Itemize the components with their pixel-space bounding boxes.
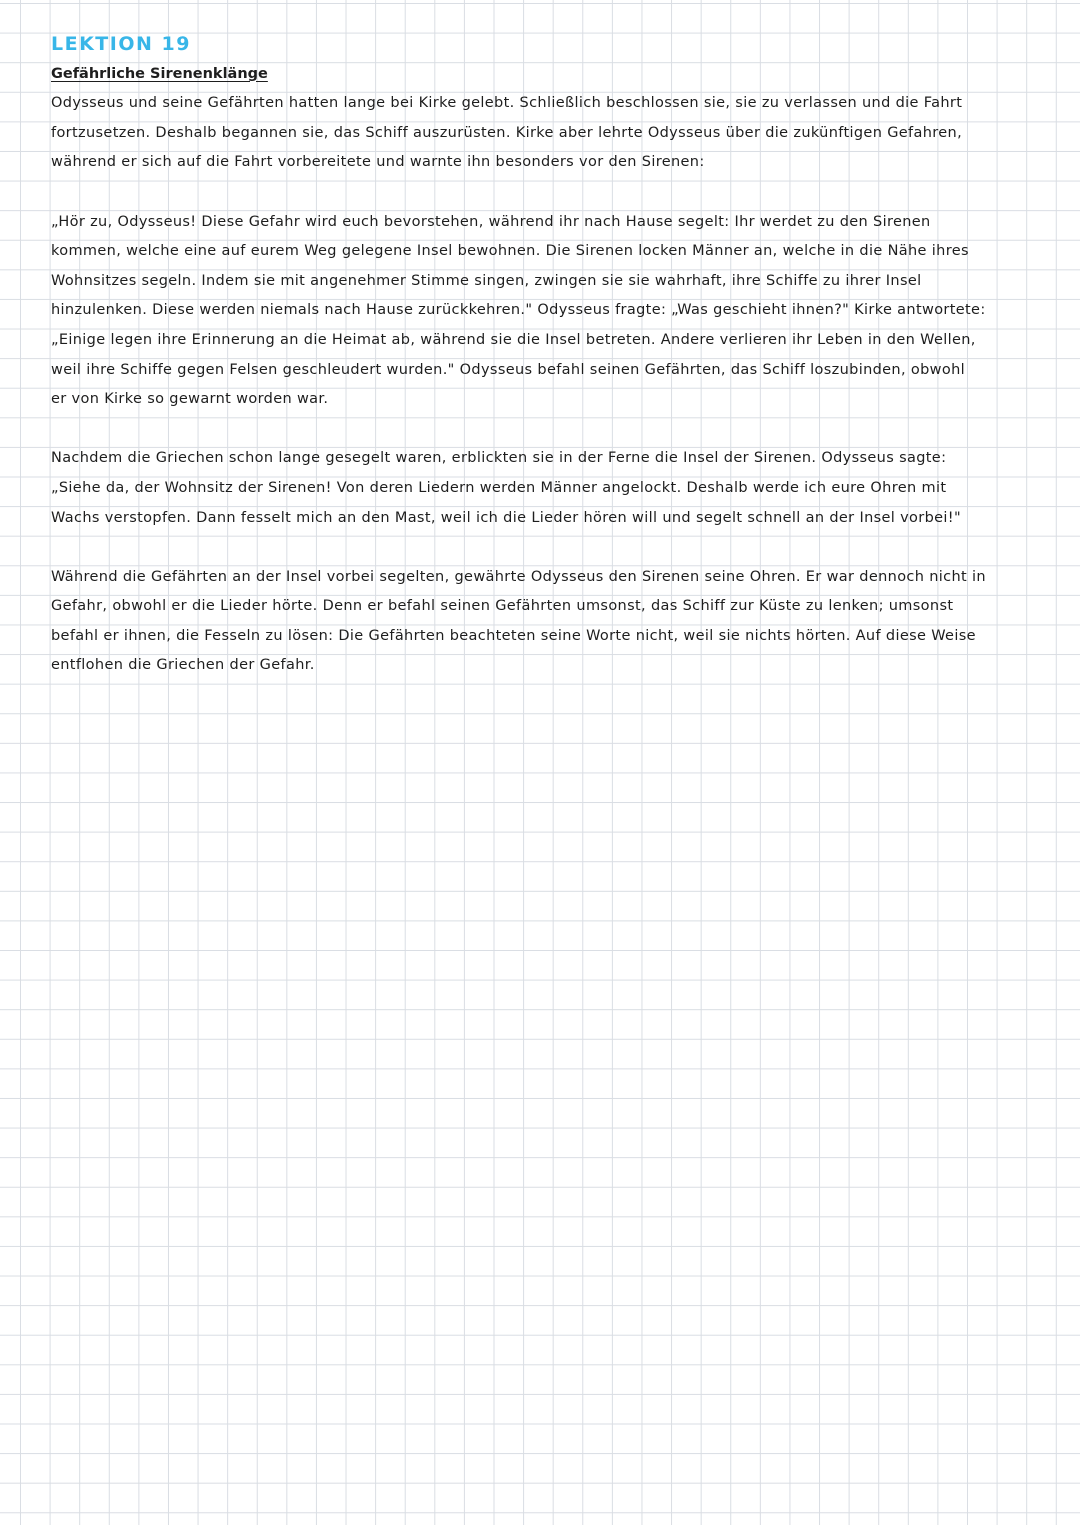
page-title: LEKTION 19 (51, 33, 191, 55)
text-line: „Hör zu, Odysseus! Diese Gefahr wird euch bevorstehen, während ihr nach Hause segelt: Ihr werdet zu den Sirenen (51, 213, 931, 230)
page-subtitle: Gefährliche Sirenenklänge (51, 65, 268, 82)
text-line: „Einige legen ihre Erinnerung an die Heimat ab, während sie die Insel betreten. Andere verlieren ihr Leben in den Wellen, (51, 331, 976, 348)
text-line: kommen, welche eine auf eurem Weg gelegene Insel bewohnen. Die Sirenen locken Männer an, welche in die Nähe ihres (51, 243, 969, 260)
text-line: er von Kirke so gewarnt worden war. (51, 391, 329, 408)
text-line: Wohnsitzes segeln. Indem sie mit angenehmer Stimme singen, zwingen sie sie wahrhaft, ihre Schiffe zu ihrer Insel (51, 272, 922, 289)
text-line: Gefahr, obwohl er die Lieder hörte. Denn er befahl seinen Gefährten umsonst, das Schiff zur Küste zu lenken; umsonst (51, 598, 954, 615)
text-line: hinzulenken. Diese werden niemals nach Hause zurückkehren." Odysseus fragte: „Was geschieht ihnen?" Kirke antwortete: (51, 302, 986, 319)
text-line: Während die Gefährten an der Insel vorbei segelten, gewährte Odysseus den Sirenen seine Ohren. Er war dennoch nicht in (51, 568, 986, 585)
text-line: befahl er ihnen, die Fesseln zu lösen: Die Gefährten beachteten seine Worte nicht, weil sie nichts hörten. Auf diese Weise (51, 627, 976, 644)
text-line: entflohen die Griechen der Gefahr. (51, 657, 315, 674)
text-line: während er sich auf die Fahrt vorbereitete und warnte ihn besonders vor den Sirenen: (51, 154, 705, 171)
text-line: weil ihre Schiffe gegen Felsen geschleudert wurden." Odysseus befahl seinen Gefährten, das Schiff loszubinden, obwohl (51, 361, 966, 378)
paragraph-4 (51, 563, 1041, 681)
text-line: fortzusetzen. Deshalb begannen sie, das Schiff auszurüsten. Kirke aber lehrte Odysseus über die zukünftigen Gefahren, (51, 124, 963, 141)
paragraph-3 (51, 444, 1041, 533)
paragraph-1 (51, 89, 1041, 178)
text-line: Odysseus und seine Gefährten hatten lange bei Kirke gelebt. Schließlich beschlossen sie, sie zu verlassen und die Fahrt (51, 95, 963, 112)
notebook-page (51, 30, 1041, 711)
text-line: Nachdem die Griechen schon lange gesegelt waren, erblickten sie in der Ferne die Insel der Sirenen. Odysseus sagte: (51, 450, 947, 467)
text-line: Wachs verstopfen. Dann fesselt mich an den Mast, weil ich die Lieder hören will und segelt schnell an der Insel vorbei!" (51, 509, 961, 526)
paragraph-2 (51, 208, 1041, 415)
text-line: „Siehe da, der Wohnsitz der Sirenen! Von deren Liedern werden Männer angelockt. Deshalb werde ich eure Ohren mit (51, 479, 947, 496)
